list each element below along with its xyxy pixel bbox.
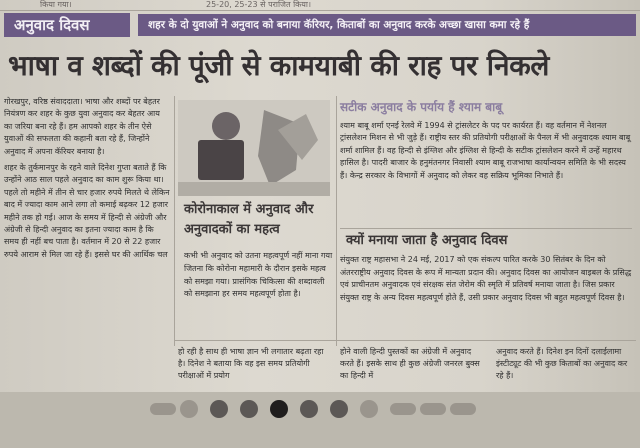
carousel-dot[interactable] (450, 403, 476, 415)
top-fragment-middle: 25-20, 25-23 से पराजित किया। (206, 0, 312, 9)
footer-fragment-2: होने वाली हिन्दी पुस्तकों का अंग्रेजी में अनुवाद करते हैं। इसके साथ ही कुछ अंग्रेजी जनरल बुक्स का हिन्दी में (340, 347, 480, 380)
left-article-column (4, 96, 170, 390)
carousel-dots (150, 400, 490, 420)
why-body: संयुक्त राष्ट्र महासभा ने 24 मई, 2017 को एक संकल्प पारित करके 30 सितंबर के दिन को अंतरराष्ट्रीय अनुवाद दिवस के रूप में मान्यता प्रदान की। अनुवाद दिवस का आयोजन बाइबल के प्रसिद्ध एवं प्राचीनतम अनुवादक एवं संरक्षक संत जेरोम की स्मृति में प्रतिवर्ष मनाया जाता है। जिस प्रकार संयुक्त राष्ट्र के अन्य दिवस महत्वपूर्ण होते हैं, उसी प्रकार अनुवाद दिवस भी बहुत महत्वपूर्ण दिवस है। (340, 255, 632, 302)
top-fragment-left: किया गया। (40, 0, 72, 9)
carousel-dot[interactable] (150, 403, 176, 415)
left-paragraph-1: गोरखपुर, वरिष्ठ संवाददाता। भाषा और शब्दों पर बेहतर नियंत्रण कर शहर के कुछ युवा अनुवाद कर बेहतर आय का जरिया बना रहे हैं। हम आपको शहर के तीन ऐसे युवाओं की सफलता की कहानी बता रहे हैं, जिन्होंने अनुवाद में अपना कॅरियर बनाया है। (4, 97, 160, 156)
top-divider (0, 10, 640, 11)
left-paragraph-2: शहर के तुर्कमानपुर के रहने वाले दिनेश गुप्ता बताते हैं कि उन्होंने आठ साल पहले अनुवाद का काम शुरू किया था। पहले तो महीने में तीन से चार हजार रुपये मिलते थे लेकिन बाद में ज्यादा काम आने लगा तो कमाई बढ़कर 12 हजार महीने तक हो गई। आज के समय में हिन्दी से अंग्रेजी और अंग्रेजी से हिन्दी अनुवाद का इतना ज्यादा काम है कि समय ही नहीं बच पाता है। वर्तमान में 20 से 22 हजार रुपये आराम से मिल जा रहे हैं। इससे घर की आर्थिक चल (4, 163, 170, 259)
shyam-heading: सटीक अनुवाद के पर्याय हैं श्याम बाबू (340, 100, 503, 114)
corona-heading: कोरोनाकाल में अनुवाद और अनुवादकों का महत्व (184, 202, 314, 237)
carousel-dot[interactable] (420, 403, 446, 415)
why-heading: क्यों मनाया जाता है अनुवाद दिवस (346, 233, 508, 248)
carousel-dot-active[interactable] (270, 400, 288, 418)
carousel-dot[interactable] (210, 400, 228, 418)
carousel-dot[interactable] (360, 400, 378, 418)
news-photo (178, 100, 330, 196)
shyam-body: श्याम बाबू शर्मा एनई रेलवे में 1994 से ट्रांसलेटर के पद पर कार्यरत हैं। वह वर्तमान में नेशनल ट्रांसलेशन मिशन से भी जुड़े हैं। राष्ट्रीय स्तर की प्रतियोगी परीक्षाओं के पैनल में भी अनुवादक श्याम बाबू शर्मा शामिल हैं। वह हिन्दी से इंग्लिश और इंग्लिश से हिन्दी के सटीक ट्रांसलेशन करने में उन्हें महारथ हासिल है। पादरी बाजार के हनुमंतनगर निवासी श्याम बाबू राजभाषा कार्यान्वयन समिति के भी सदस्य हैं। केन्द्र सरकार के विभागों में अनुवाद को लेकर वह सक्रिय भूमिका निभाते हैं। (340, 121, 631, 180)
corona-body: कभी भी अनुवाद को उतना महत्वपूर्ण नहीं माना गया जितना कि कोरोना महामारी के दौरान इसके महत्व को समझा गया। प्रासंगिक चिकित्सा की शब्दावली को समझाना हर समय महत्वपूर्ण होता है। (184, 251, 333, 299)
carousel-dot[interactable] (390, 403, 416, 415)
carousel-dot[interactable] (300, 400, 318, 418)
photo-illustration (178, 100, 330, 196)
column-divider-1 (174, 96, 175, 346)
column-divider-2 (336, 96, 337, 346)
carousel-dot[interactable] (330, 400, 348, 418)
subheadline: शहर के दो युवाओं ने अनुवाद को बनाया कॅरियर, किताबों का अनुवाद करके अच्छा खासा कमा रहे हैं (138, 14, 636, 36)
footer-fragment-3: अनुवाद करते हैं। दिनेश इन दिनों दलाईलामा इंस्टीट्यूट की भी कुछ किताबों का अनुवाद कर रहे हैं। (496, 347, 628, 380)
section-tag: अनुवाद दिवस (4, 13, 130, 37)
footer-divider (174, 340, 636, 341)
footer-fragment-1: हो रही है साथ ही भाषा ज्ञान भी लगातार बढ़ता रहा है। दिनेश ने बताया कि वह इस समय प्रतियोगी परीक्षाओं में प्रयोग (178, 347, 324, 380)
right-section-divider (340, 228, 632, 229)
carousel-dot[interactable] (240, 400, 258, 418)
page-title: भाषा व शब्दों की पूंजी से कामयाबी की राह पर निकले (8, 49, 550, 82)
carousel-dot[interactable] (180, 400, 198, 418)
